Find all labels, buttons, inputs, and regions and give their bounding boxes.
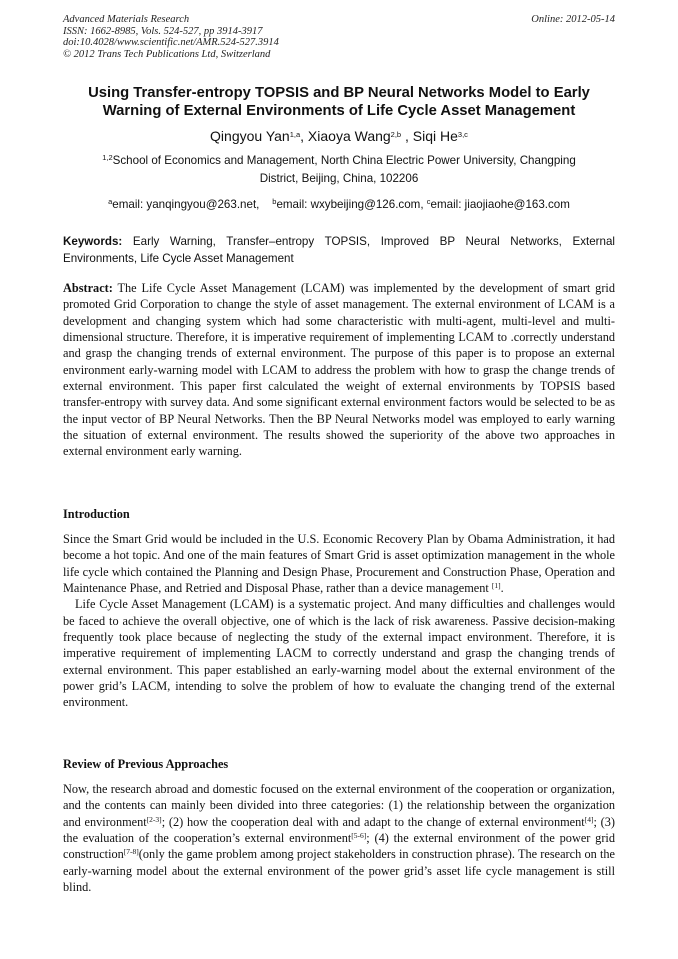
online-date: Online: 2012-05-14: [531, 14, 615, 25]
author-1-sup: 1,a: [289, 130, 301, 139]
copyright-line: © 2012 Trans Tech Publications Ltd, Switzerland: [63, 48, 271, 60]
email-c-sup: c: [426, 197, 431, 206]
review-section: [63, 781, 615, 895]
introduction-heading: Introduction: [63, 507, 130, 521]
intro-p1-text: Since the Smart Grid would be included in the U.S. Economic Recovery Plan by Obama Administration, it had become a hot topic. And one of the main features of Smart Grid is asset optimization management in the whole life cycle which contained the Planning and Design Phase, Procurement and Construction Phase, Operation and Maintenance Phase, and Retried and Disposal Phase, rather than a device management: [63, 532, 615, 596]
journal-header: [63, 14, 615, 60]
citation: [7-8]: [123, 847, 139, 857]
abstract: [63, 280, 615, 460]
citation: [2-3]: [146, 814, 162, 824]
email-b: email: wxybeijing@126.com,: [276, 198, 424, 211]
author-1: Qingyou Yan: [210, 128, 290, 144]
email-a-sup: a: [108, 197, 113, 206]
paper-title: [40, 84, 638, 120]
email-b-sup: b: [272, 197, 277, 206]
citation: [4]: [584, 814, 594, 824]
email-a: email: yanqingyou@263.net,: [112, 198, 260, 211]
author-3-sup: 3,c: [457, 130, 468, 139]
abstract-text: The Life Cycle Asset Management (LCAM) was implemented by the development of smart grid promoted Grid Corporation to change the style of asset management. The external environment of LCAM is a development and changing system which had some characteristic with multi-agent, multi-level and multi-dimensional structure. Therefore, it is imperative requirement of implementing LCAM to .correctly understand and grasp the changing trends of external environment. The purpose of this paper is to propose an external environment early-warning model with LCAM to address the problem with how to grasp the change trends of external environment. This paper first calculated the weight of external environments by TOPSIS based transfer-entropy with survey data. And some significant external environment factors would be selected to be as the input vector of BP Neural Networks. Then the BP Neural Networks model was employed to early warning the situation of external environment. The results showed the superiority of the above two approaches in external environment early warning.: [63, 281, 615, 459]
citation: [5-6]: [351, 831, 367, 841]
keywords-text: Early Warning, Transfer–entropy TOPSIS, Improved BP Neural Networks, External Environments, Life Cycle Asset Management: [63, 235, 615, 265]
author-list: [40, 127, 638, 145]
email-list: [40, 197, 638, 212]
review-text-4: ; (4) the external environment of the power grid construction: [63, 831, 615, 862]
review-heading: Review of Previous Approaches: [63, 757, 229, 771]
affiliation-line-1: School of Economics and Management, North China Electric Power University, Changping: [112, 154, 576, 167]
author-sep: ,: [300, 128, 308, 144]
keywords-label: Keywords:: [63, 235, 123, 248]
affiliation: [63, 152, 615, 188]
keywords: [63, 234, 615, 267]
introduction-section: [63, 531, 615, 711]
review-text-3: ; (3) the evaluation of the cooperation’s external environment: [63, 814, 615, 846]
title-line-2: Warning of External Environments of Life Cycle Asset Management: [102, 103, 576, 119]
review-text-5: (only the game problem among project stakeholders in construction phrase). The research on the early-warning model about the external environment of the power grid’s asset life cycle management is still blind.: [63, 847, 615, 895]
issn-line: ISSN: 1662-8985, Vols. 524-527, pp 3914-3917: [63, 25, 263, 37]
doi-line: doi:10.4028/www.scientific.net/AMR.524-527.3914: [63, 37, 279, 49]
affiliation-sup: 1,2: [102, 153, 113, 162]
author-3: Siqi He: [412, 128, 458, 144]
abstract-label: Abstract:: [63, 281, 113, 295]
review-paragraph: [63, 781, 615, 895]
author-sep: ,: [401, 128, 413, 144]
intro-paragraph-2: Life Cycle Asset Management (LCAM) is a systematic project. And many difficulties and challenges would be faced to achieve the overall objective, one of which is the lack of risk awareness. Passive decision-making frequently took place because of neglecting the study of the external impact environment. Therefore, it is imperative requirement of implementing LACM to correctly understand and grasp the changing trends of external environment. This paper established an early-warning model about the external environment of the power grid’s LACM, intending to solve the problem of how to evaluate the changing trend of the external environment.: [63, 597, 615, 710]
intro-p1-end: .: [500, 581, 504, 596]
intro-paragraph-1: [63, 531, 615, 596]
email-c: email: jiaojiaohe@163.com: [430, 198, 570, 211]
author-2: Xiaoya Wang: [307, 128, 391, 144]
affiliation-line-2: District, Beijing, China, 102206: [259, 172, 419, 185]
citation: [1]: [491, 581, 501, 591]
journal-name: Advanced Materials Research: [63, 14, 190, 25]
review-text-1: Now, the research abroad and domestic focused on the external environment of the cooperation or organization, and the contents can mainly been divided into three categories: (1) the relationship between the organization and environment: [63, 782, 615, 829]
review-text-2: ; (2) how the cooperation deal with and adapt to the change of external environment: [161, 814, 585, 829]
title-line-1: Using Transfer-entropy TOPSIS and BP Neural Networks Model to Early: [88, 85, 590, 101]
author-2-sup: 2,b: [390, 130, 402, 139]
